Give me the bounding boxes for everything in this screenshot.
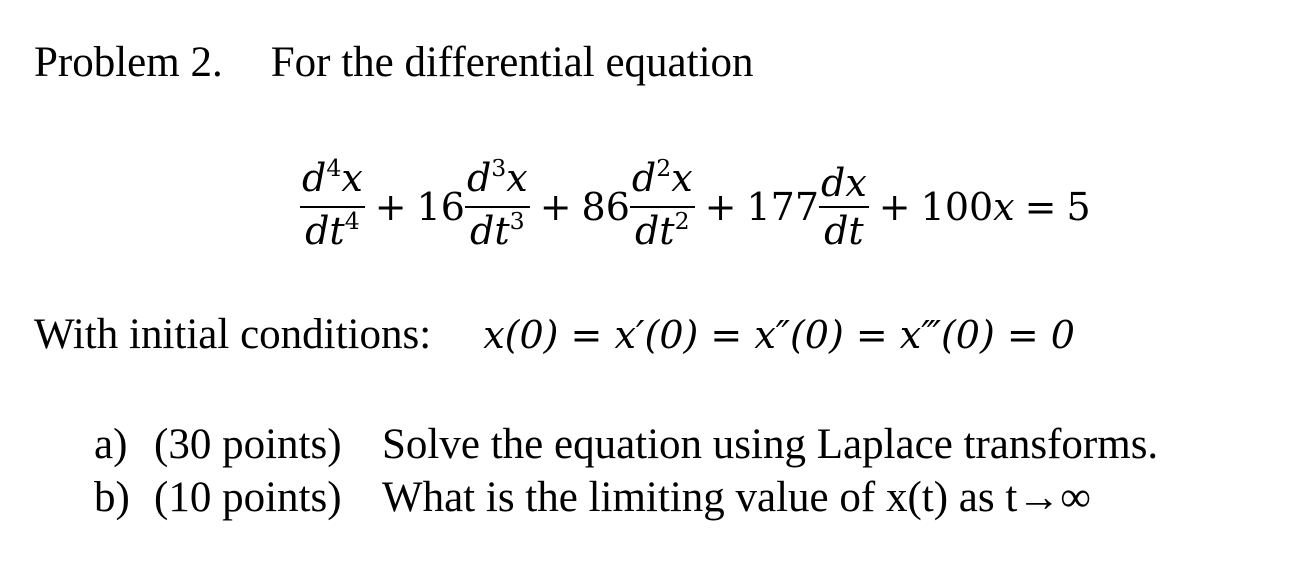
numerator-variable: x [341, 156, 363, 200]
fraction-denominator [633, 209, 692, 258]
fraction-bar [819, 206, 869, 208]
problem-intro: For the differential equation [270, 39, 754, 86]
denominator-dt: dt [824, 209, 864, 253]
denominator-exponent: 4 [344, 207, 360, 236]
fraction-denominator [303, 209, 362, 258]
denominator-exponent: 3 [509, 207, 525, 236]
fraction-numerator [300, 156, 365, 205]
problem-number: Problem 2. [34, 39, 223, 86]
initial-conditions [34, 310, 1075, 359]
numerator-variable: x [671, 156, 693, 200]
numerator-d: d [466, 156, 492, 200]
part-text: Solve the equation using Laplace transforms. [382, 421, 1159, 468]
fraction-numerator [819, 161, 869, 205]
equals-sign: = [1024, 185, 1057, 229]
denominator-dt: dt [634, 209, 675, 253]
plus-operator: + [704, 185, 737, 229]
term-fourth-derivative [300, 156, 365, 258]
part-points: (30 points) [154, 421, 342, 468]
part-b [94, 471, 1158, 524]
numerator-d: d [302, 156, 327, 200]
right-hand-side: 5 [1066, 185, 1091, 229]
fraction-numerator [465, 156, 530, 205]
part-points: (10 points) [154, 474, 342, 521]
coefficient: 16 [416, 185, 465, 229]
denominator-dt: dt [470, 209, 510, 253]
denominator-dt: dt [305, 209, 345, 253]
fraction-numerator [630, 156, 695, 205]
constant-term-coefficient: 100 [920, 185, 994, 229]
plus-operator: + [374, 185, 407, 229]
numerator-exponent: 3 [491, 154, 507, 183]
problem-parts [94, 418, 1158, 524]
fraction-denominator [468, 209, 527, 258]
constant-term-variable: x [993, 185, 1015, 229]
coefficient: 86 [581, 185, 630, 229]
numerator-d: d [631, 156, 657, 200]
term-second-derivative [630, 156, 695, 258]
coefficient: 177 [746, 185, 820, 229]
denominator-exponent: 2 [674, 207, 690, 236]
plus-operator: + [878, 185, 911, 229]
fraction-denominator [822, 209, 866, 253]
numerator-exponent: 4 [326, 154, 342, 183]
initial-conditions-label: With initial conditions: [34, 311, 432, 358]
part-letter: b) [94, 474, 130, 521]
numerator-d: d [821, 161, 846, 205]
part-letter: a) [94, 421, 128, 468]
numerator-variable: x [845, 161, 867, 205]
numerator-variable: x [506, 156, 528, 200]
term-third-derivative [465, 156, 530, 258]
part-a [94, 418, 1158, 471]
term-first-derivative [819, 161, 869, 253]
part-text: What is the limiting value of x(t) as t→∞ [382, 474, 1091, 521]
problem-header [34, 38, 754, 88]
plus-operator: + [539, 185, 572, 229]
numerator-exponent: 2 [656, 154, 672, 183]
differential-equation [300, 142, 1091, 272]
initial-conditions-expression: x(0) = x′(0) = x″(0) = x‴(0) = 0 [483, 313, 1075, 357]
